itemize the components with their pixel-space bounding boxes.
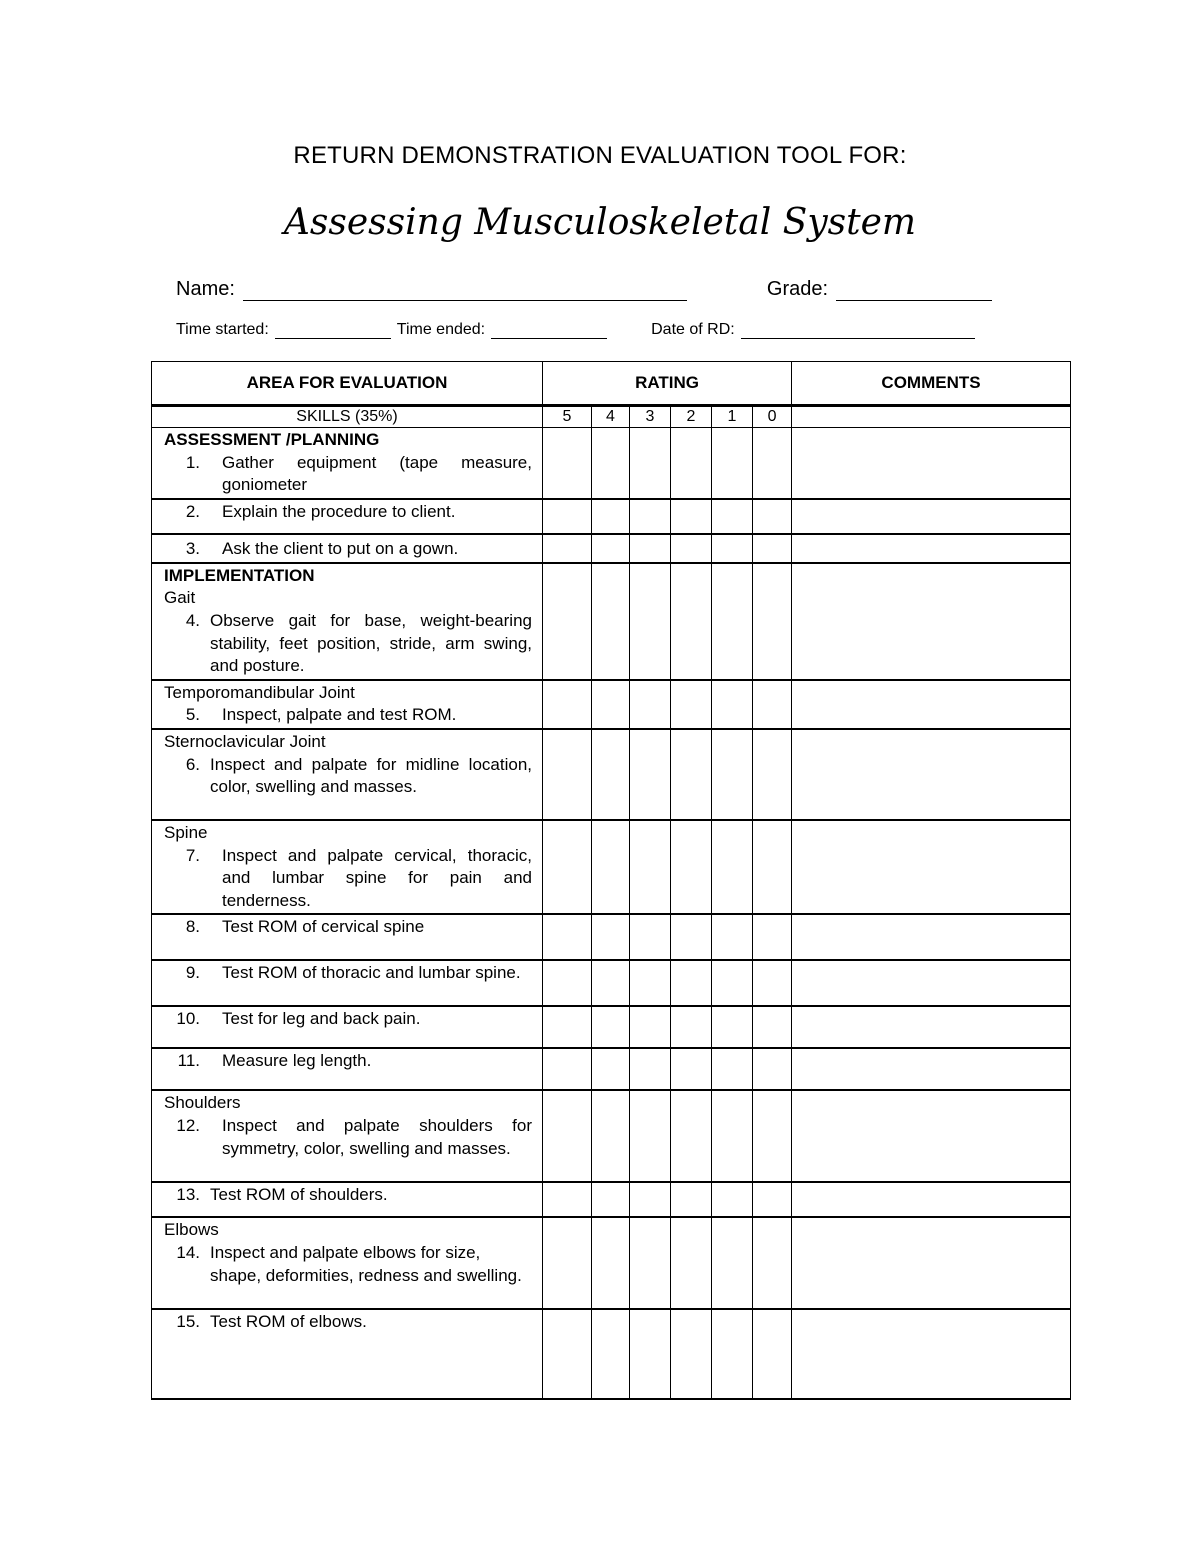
area-cell: [152, 428, 543, 499]
item-number: 15.: [176, 1312, 200, 1332]
item-number: 7.: [185, 845, 200, 865]
rating-cell[interactable]: [630, 1090, 671, 1182]
time-started-label: Time started:: [176, 321, 269, 338]
area-cell: [152, 820, 543, 914]
item-text: Gather equipment (tape measure, goniometer: [222, 452, 532, 495]
rating-cell[interactable]: [753, 428, 792, 499]
table-row: [152, 729, 1071, 820]
area-cell: [152, 499, 543, 534]
rating-cell[interactable]: [753, 534, 792, 563]
rating-cell[interactable]: [712, 1090, 753, 1182]
rating-1: 1: [712, 406, 753, 428]
rating-cell[interactable]: [712, 914, 753, 960]
table-row: [152, 563, 1071, 680]
rating-cell[interactable]: [543, 680, 592, 729]
comments-cell[interactable]: [792, 499, 1071, 534]
table-header-row: [152, 362, 1071, 406]
rating-cell[interactable]: [630, 820, 671, 914]
rating-cell[interactable]: [592, 1090, 630, 1182]
rating-cell[interactable]: [630, 1217, 671, 1309]
area-cell: [152, 914, 543, 960]
rating-cell[interactable]: [543, 1217, 592, 1309]
rating-cell[interactable]: [712, 960, 753, 1006]
rating-cell[interactable]: [753, 1090, 792, 1182]
rating-cell[interactable]: [592, 1006, 630, 1048]
item-number: 10.: [176, 1009, 200, 1029]
rating-cell[interactable]: [671, 534, 712, 563]
rating-cell[interactable]: [543, 820, 592, 914]
item-text: Test ROM of elbows.: [210, 1312, 367, 1332]
rating-cell[interactable]: [592, 428, 630, 499]
comments-cell[interactable]: [792, 1182, 1071, 1217]
item-number: 3.: [185, 539, 200, 559]
item-text: Explain the procedure to client.: [222, 501, 456, 521]
rating-cell[interactable]: [630, 680, 671, 729]
table-row: [152, 428, 1071, 499]
rating-cell[interactable]: [630, 1006, 671, 1048]
rating-cell[interactable]: [753, 1048, 792, 1090]
item-number: 8.: [185, 917, 200, 937]
col-rating-header: RATING: [543, 362, 792, 406]
rating-cell[interactable]: [753, 680, 792, 729]
subsection-heading: Shoulders: [164, 1093, 241, 1113]
item-text: Inspect and palpate cervical, thoracic, and lumbar spine for pain and tenderness.: [222, 845, 532, 910]
rating-cell[interactable]: [543, 1309, 592, 1399]
col-area-header: AREA FOR EVALUATION: [152, 362, 543, 406]
evaluation-table: [151, 361, 1071, 1400]
item-text: Measure leg length.: [222, 1051, 372, 1071]
rating-5: 5: [543, 406, 592, 428]
table-row: [152, 1006, 1071, 1048]
rating-cell[interactable]: [753, 729, 792, 820]
comments-cell[interactable]: [792, 914, 1071, 960]
rating-cell[interactable]: [753, 1006, 792, 1048]
rating-cell[interactable]: [671, 1182, 712, 1217]
grade-field[interactable]: [836, 284, 992, 301]
area-cell: [152, 563, 543, 680]
comments-cell[interactable]: [792, 406, 1071, 428]
rating-cell[interactable]: [630, 563, 671, 680]
table-row: [152, 499, 1071, 534]
rating-cell[interactable]: [671, 563, 712, 680]
rating-cell[interactable]: [630, 534, 671, 563]
rating-cell[interactable]: [543, 1090, 592, 1182]
rating-cell[interactable]: [671, 820, 712, 914]
comments-cell[interactable]: [792, 1006, 1071, 1048]
rating-cell[interactable]: [630, 1309, 671, 1399]
rating-cell[interactable]: [671, 914, 712, 960]
item-text: Test for leg and back pain.: [222, 1009, 421, 1029]
area-cell: [152, 1090, 543, 1182]
item-text: Inspect, palpate and test ROM.: [222, 705, 457, 725]
rating-cell[interactable]: [543, 729, 592, 820]
area-cell: [152, 729, 543, 820]
item-number: 6.: [185, 754, 200, 774]
item-text: Inspect and palpate elbows for size, shape, deformities, redness and swelling.: [210, 1242, 522, 1285]
table-row: [152, 1309, 1071, 1399]
comments-cell[interactable]: [792, 1048, 1071, 1090]
subsection-heading: Gait: [164, 588, 196, 608]
comments-cell[interactable]: [792, 563, 1071, 680]
time-date-row: [176, 321, 975, 339]
rating-cell[interactable]: [543, 960, 592, 1006]
subsection-heading: Sternoclavicular Joint: [164, 731, 326, 751]
table-row: [152, 680, 1071, 729]
comments-cell[interactable]: [792, 820, 1071, 914]
item-text: Test ROM of cervical spine: [222, 917, 425, 937]
rating-cell[interactable]: [712, 1309, 753, 1399]
rating-cell[interactable]: [543, 499, 592, 534]
rating-cell[interactable]: [671, 499, 712, 534]
rating-cell[interactable]: [671, 1006, 712, 1048]
table-row: [152, 820, 1071, 914]
rating-cell[interactable]: [753, 1182, 792, 1217]
item-number: 5.: [185, 705, 200, 725]
item-number: 4.: [185, 610, 200, 630]
rating-cell[interactable]: [753, 820, 792, 914]
rating-cell[interactable]: [543, 914, 592, 960]
rating-cell[interactable]: [712, 729, 753, 820]
area-cell: [152, 1217, 543, 1309]
area-cell: [152, 1006, 543, 1048]
time-started-field[interactable]: [275, 322, 391, 339]
name-grade-row: [176, 278, 992, 301]
rating-cell[interactable]: [543, 1048, 592, 1090]
subsection-heading: Spine: [164, 822, 208, 842]
name-field[interactable]: [243, 284, 687, 301]
area-cell: [152, 960, 543, 1006]
rating-cell[interactable]: [712, 1217, 753, 1309]
date-label: Date of RD:: [651, 321, 735, 338]
item-number: 2.: [185, 501, 200, 521]
rating-cell[interactable]: [712, 499, 753, 534]
item-text: Test ROM of shoulders.: [210, 1185, 388, 1205]
rating-cell[interactable]: [671, 1090, 712, 1182]
comments-cell[interactable]: [792, 534, 1071, 563]
rating-cell[interactable]: [630, 914, 671, 960]
comments-cell[interactable]: [792, 1217, 1071, 1309]
item-text: Inspect and palpate shoulders for symmetry, color, swelling and masses.: [222, 1115, 532, 1158]
time-ended-label: Time ended:: [396, 321, 486, 338]
rating-cell[interactable]: [712, 1182, 753, 1217]
rating-cell[interactable]: [592, 680, 630, 729]
rating-cell[interactable]: [543, 534, 592, 563]
item-text: Inspect and palpate for midline location, color, swelling and masses.: [210, 754, 532, 797]
grade-label: Grade:: [766, 278, 829, 300]
table-row: [152, 1182, 1071, 1217]
rating-4: 4: [592, 406, 630, 428]
skills-label: SKILLS (35%): [152, 406, 543, 428]
rating-cell[interactable]: [753, 914, 792, 960]
table-row: [152, 1048, 1071, 1090]
rating-cell[interactable]: [592, 1217, 630, 1309]
rating-cell[interactable]: [712, 563, 753, 680]
rating-cell[interactable]: [753, 1217, 792, 1309]
area-cell: [152, 1048, 543, 1090]
rating-scale-row: [152, 406, 1071, 428]
time-ended-field[interactable]: [491, 322, 607, 339]
rating-cell[interactable]: [543, 1006, 592, 1048]
comments-cell[interactable]: [792, 1090, 1071, 1182]
rating-cell[interactable]: [753, 563, 792, 680]
rating-cell[interactable]: [592, 914, 630, 960]
rating-cell[interactable]: [753, 499, 792, 534]
area-cell: [152, 534, 543, 563]
item-number: 12.: [176, 1115, 200, 1135]
comments-cell[interactable]: [792, 960, 1071, 1006]
area-cell: [152, 680, 543, 729]
rating-cell[interactable]: [543, 563, 592, 680]
item-number: 11.: [177, 1051, 200, 1071]
rating-cell[interactable]: [592, 1048, 630, 1090]
table-row: [152, 1090, 1071, 1182]
rating-cell[interactable]: [592, 534, 630, 563]
table-row: [152, 960, 1071, 1006]
col-comments-header: COMMENTS: [792, 362, 1071, 406]
comments-cell[interactable]: [792, 1309, 1071, 1399]
date-field[interactable]: [741, 322, 975, 339]
rating-2: 2: [671, 406, 712, 428]
table-row: [152, 914, 1071, 960]
rating-cell[interactable]: [630, 428, 671, 499]
item-number: 13.: [176, 1185, 200, 1205]
rating-cell[interactable]: [753, 960, 792, 1006]
rating-cell[interactable]: [753, 1309, 792, 1399]
rating-cell[interactable]: [630, 1048, 671, 1090]
rating-cell[interactable]: [592, 960, 630, 1006]
comments-cell[interactable]: [792, 680, 1071, 729]
section-heading: IMPLEMENTATION: [164, 565, 315, 585]
area-cell: [152, 1182, 543, 1217]
rating-cell[interactable]: [712, 680, 753, 729]
area-cell: [152, 1309, 543, 1399]
rating-cell[interactable]: [592, 820, 630, 914]
item-text: Observe gait for base, weight-bearing stability, feet position, stride, arm swing, and posture.: [210, 610, 532, 676]
rating-cell[interactable]: [712, 428, 753, 499]
section-heading: ASSESSMENT /PLANNING: [164, 430, 380, 449]
rating-cell[interactable]: [630, 1182, 671, 1217]
table-row: [152, 1217, 1071, 1309]
rating-cell[interactable]: [630, 960, 671, 1006]
form-subtitle: Assessing Musculoskeletal System: [283, 202, 917, 243]
rating-0: 0: [753, 406, 792, 428]
item-text: Ask the client to put on a gown.: [222, 539, 459, 559]
item-number: 9.: [185, 963, 200, 983]
table-row: [152, 534, 1071, 563]
rating-cell[interactable]: [671, 1309, 712, 1399]
rating-3: 3: [630, 406, 671, 428]
rating-cell[interactable]: [712, 1048, 753, 1090]
rating-cell[interactable]: [592, 1182, 630, 1217]
rating-cell[interactable]: [671, 1217, 712, 1309]
rating-cell[interactable]: [671, 729, 712, 820]
rating-cell[interactable]: [592, 499, 630, 534]
rating-cell[interactable]: [592, 563, 630, 680]
rating-cell[interactable]: [630, 499, 671, 534]
item-number: 1.: [185, 452, 200, 472]
comments-cell[interactable]: [792, 428, 1071, 499]
rating-cell[interactable]: [630, 729, 671, 820]
comments-cell[interactable]: [792, 729, 1071, 820]
subsection-heading: Temporomandibular Joint: [164, 682, 355, 702]
rating-cell[interactable]: [671, 680, 712, 729]
rating-cell[interactable]: [712, 1006, 753, 1048]
rating-cell[interactable]: [712, 534, 753, 563]
rating-cell[interactable]: [712, 820, 753, 914]
rating-cell[interactable]: [592, 1309, 630, 1399]
item-text: Test ROM of thoracic and lumbar spine.: [222, 963, 521, 983]
subsection-heading: Elbows: [164, 1220, 219, 1240]
rating-cell[interactable]: [671, 960, 712, 1006]
rating-cell[interactable]: [671, 1048, 712, 1090]
rating-cell[interactable]: [543, 428, 592, 499]
rating-cell[interactable]: [671, 428, 712, 499]
form-title: RETURN DEMONSTRATION EVALUATION TOOL FOR:: [293, 142, 907, 169]
rating-cell[interactable]: [592, 729, 630, 820]
item-number: 14.: [176, 1242, 200, 1262]
name-label: Name:: [176, 278, 235, 300]
rating-cell[interactable]: [543, 1182, 592, 1217]
